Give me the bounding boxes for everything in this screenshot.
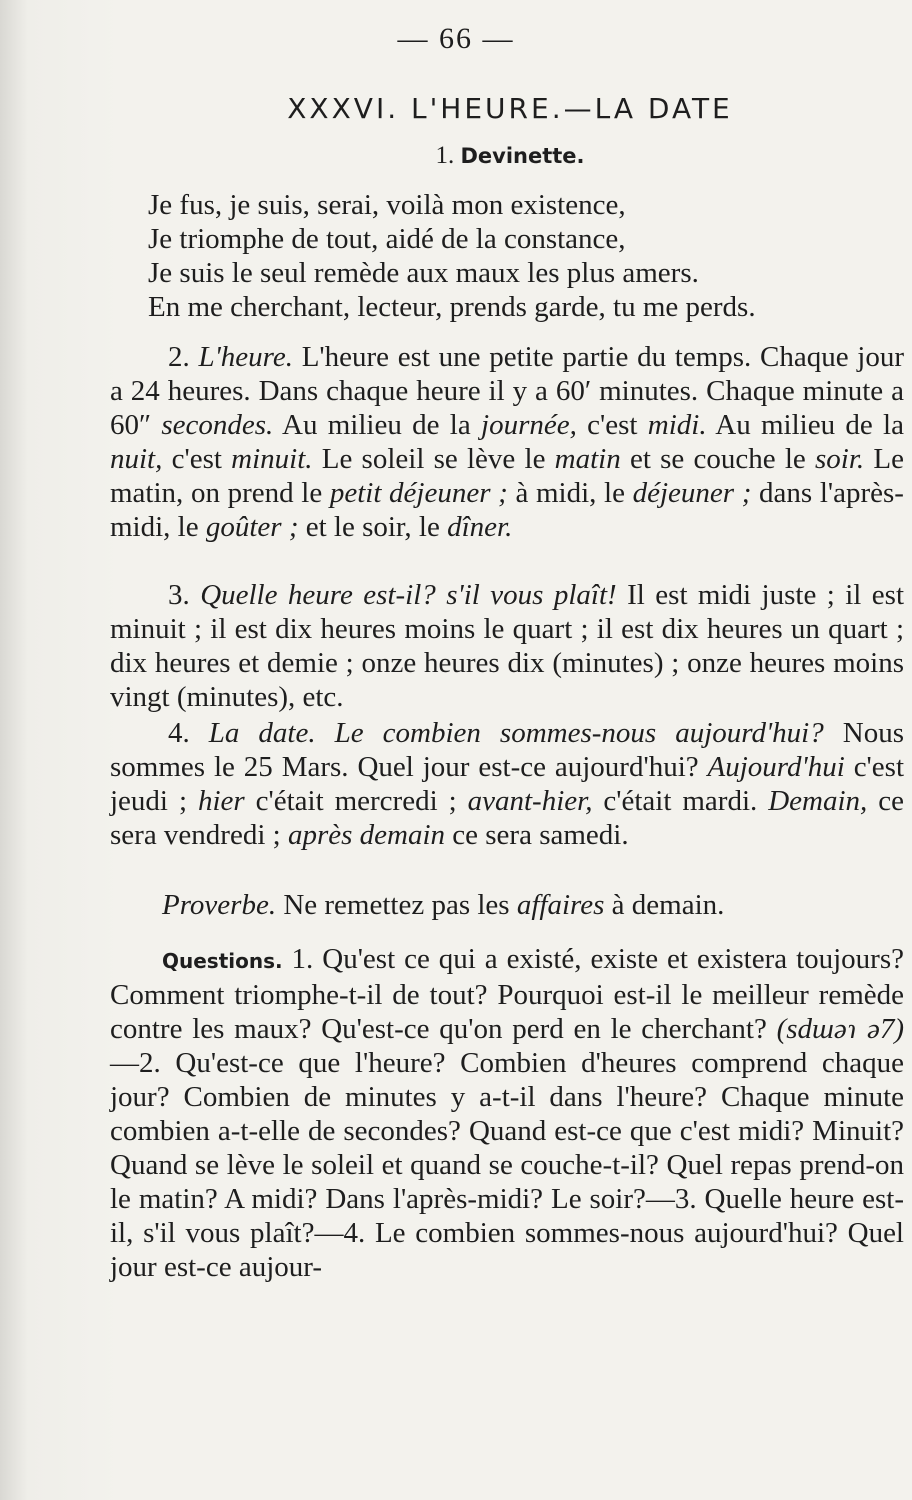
- text-run: c'était mercredi ;: [244, 785, 468, 817]
- text-run: ce sera samedi.: [445, 819, 629, 851]
- section-4-paragraph: [110, 716, 904, 852]
- text-run: à demain.: [604, 889, 725, 921]
- section-2-paragraph: [110, 340, 904, 544]
- riddle-answer-inverted: (sdшəɿ ə7): [776, 1013, 904, 1045]
- page-number: — 66 —: [397, 22, 515, 55]
- questions-label: Questions.: [162, 949, 283, 973]
- italic-term: journée,: [481, 409, 577, 441]
- text-run: Le matin, on prend le: [110, 443, 904, 509]
- proverb-paragraph: [110, 888, 904, 922]
- text-run: 1. Qu'est ce qui a existé, existe et existera toujours? Comment triomphe-t-il de tout? Pourquoi est-il le meilleur remède contre les maux? Qu'est-ce qu'on perd en le cherchant?: [110, 943, 904, 1045]
- italic-term: affaires: [516, 889, 605, 921]
- italic-term: goûter ;: [205, 511, 299, 543]
- chapter-title: XXXVI. L'HEURE.—LA DATE: [287, 92, 733, 125]
- italic-term: petit déjeuner ;: [329, 477, 508, 509]
- poem-line: Je suis le seul remède aux maux les plus amers.: [148, 257, 699, 289]
- italic-term: secondes.: [161, 409, 274, 441]
- italic-term: Demain,: [768, 785, 868, 817]
- text-run: L'heure est une petite partie du temps. Chaque jour a 24 heures. Dans chaque heure il y a 60′ minutes. Chaque minute a 60″: [110, 341, 904, 441]
- text-run: Au milieu de la: [706, 409, 904, 441]
- section-4-number: 4.: [168, 717, 190, 749]
- section-1-number: 1.: [435, 142, 455, 169]
- text-run: ce sera vendredi ;: [110, 785, 904, 851]
- riddle-poem: [148, 188, 908, 324]
- text-run: Au milieu de la: [273, 409, 482, 441]
- italic-term: hier: [197, 785, 245, 817]
- text-run: Le soleil se lève le: [312, 443, 555, 475]
- poem-line: Je triomphe de tout, aidé de la constance,: [148, 223, 626, 255]
- poem-line: Je fus, je suis, serai, voilà mon existence,: [148, 189, 626, 221]
- section-3-number: 3.: [168, 579, 190, 611]
- italic-term: minuit.: [231, 443, 313, 475]
- text-run: dans l'après-midi, le: [110, 477, 904, 543]
- section-3-paragraph: [110, 578, 904, 714]
- text-run: Il est midi juste ; il est minuit ; il est dix heures moins le quart ; il est dix heures un quart ; dix heures et demie ; onze heures dix (minutes) ; onze heures moins vingt (minutes), etc.: [110, 579, 905, 713]
- text-run: et le soir, le: [298, 511, 448, 543]
- section-1-title: Devinette.: [460, 144, 585, 168]
- italic-term: midi.: [647, 409, 707, 441]
- section-1-heading: [0, 142, 912, 170]
- poem-line: En me cherchant, lecteur, prends garde, tu me perds.: [148, 291, 756, 323]
- italic-term: dîner.: [447, 511, 513, 543]
- questions-paragraph: [110, 942, 904, 1284]
- italic-term: après demain: [287, 819, 446, 851]
- text-run: c'est: [576, 409, 648, 441]
- text-run: —2. Qu'est-ce que l'heure? Combien d'heures comprend chaque jour? Combien de minutes y a-t-il dans l'heure? Chaque minute combien a-t-elle de secondes? Quand est-ce que c'est midi? Minuit? Quand se lève le soleil et quand se couche-t-il? Quel repas prend-on le matin? A midi? Dans l'après-midi? Le soir?—3. Quelle heure est-il, s'il vous plaît?—4. Le combien sommes-nous aujourd'hui? Quel jour est-ce aujour-: [110, 1047, 904, 1283]
- text-run: et se couche le: [620, 443, 815, 475]
- italic-term: soir.: [815, 443, 865, 475]
- italic-term: matin: [554, 443, 621, 475]
- text-run: c'était mardi.: [592, 785, 769, 817]
- section-3-title: Quelle heure est-il? s'il vous plaît!: [200, 579, 617, 611]
- italic-term: déjeuner ;: [632, 477, 752, 509]
- text-run: Nous sommes le 25 Mars. Quel jour est-ce aujourd'hui?: [110, 717, 905, 783]
- proverb-label: Proverbe.: [162, 889, 277, 921]
- italic-term: Aujourd'hui: [707, 751, 845, 783]
- section-4-title: La date. Le combien sommes-nous aujourd'hui?: [208, 717, 824, 749]
- section-2-title: L'heure.: [198, 341, 293, 373]
- text-run: c'est: [162, 443, 232, 475]
- text-run: c'est jeudi ;: [110, 751, 904, 817]
- italic-term: avant-hier,: [467, 785, 593, 817]
- text-run: Ne remettez pas les: [276, 889, 517, 921]
- italic-term: nuit,: [110, 443, 163, 475]
- text-run: à midi, le: [507, 477, 633, 509]
- section-2-number: 2.: [168, 341, 190, 373]
